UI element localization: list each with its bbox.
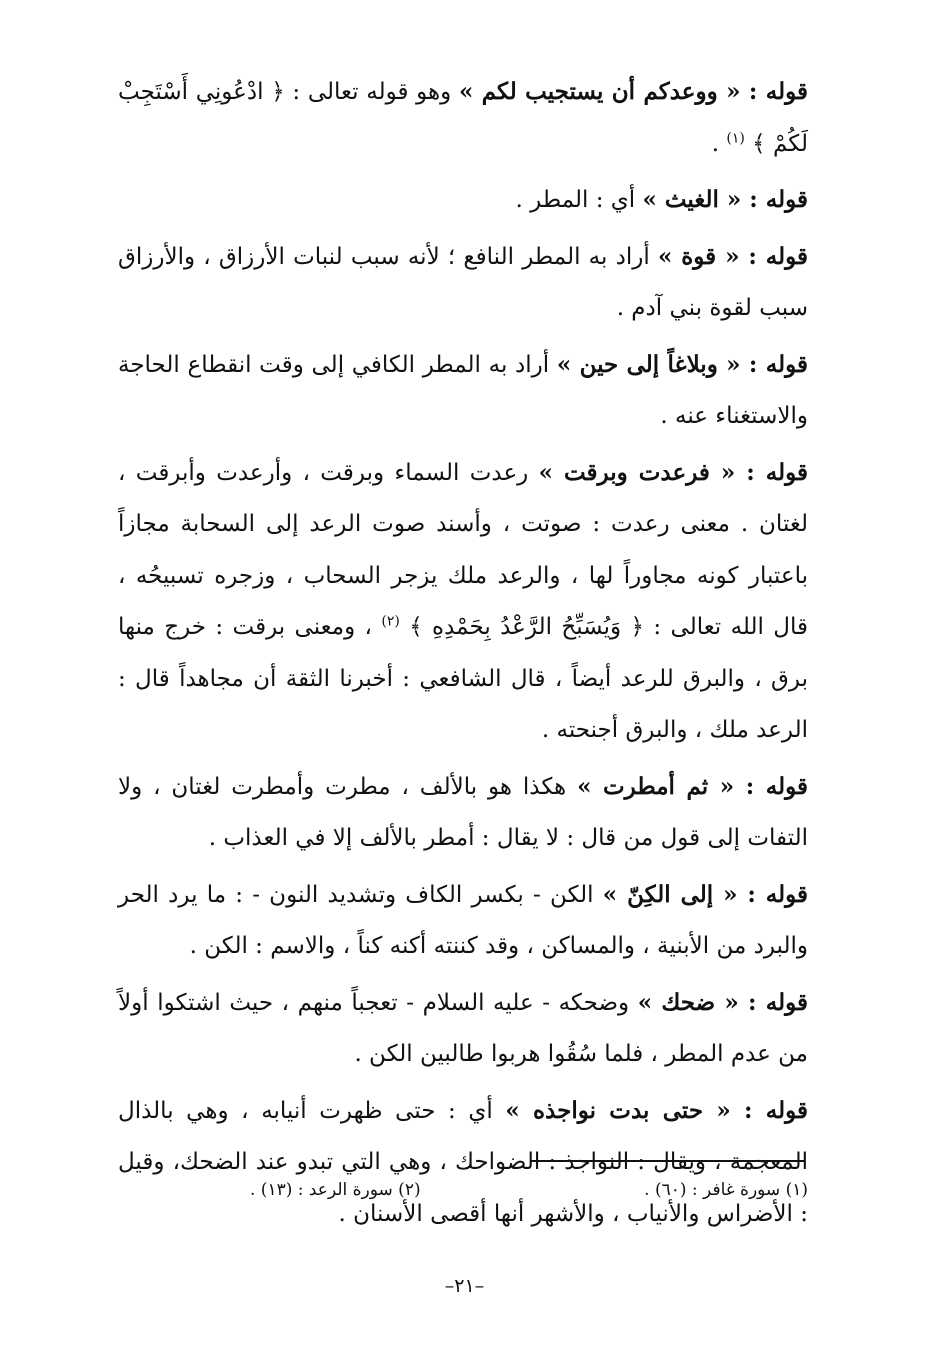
paragraph <box>118 174 808 227</box>
page-number: –٢١– <box>444 1275 485 1297</box>
quoted-term: « إلى الكِنّ » <box>602 880 738 908</box>
paragraph-lead: قوله : <box>741 186 808 213</box>
paragraph-text: رعدت السماء وبرقت ، وأرعدت وأبرقت ، لغتان . معنى رعدت : صوتت ، وأسند صوت الرعد إلى السحابة مجازاً باعتبار كونه مجاوراً لها ، والرعد ملك يزجر السحاب ، وزجره تسبيحُه ، قال الله تعالى : ﴿ وَيُسَبِّحُ الرَّعْدُ بِحَمْدِهِ ﴾ <box>118 459 809 640</box>
paragraph <box>118 869 808 973</box>
paragraph-text: هكذا هو بالألف ، مطرت وأمطرت لغتان ، ولا التفات إلى قول من قال : لا يقال : أمطر بالألف إلا في العذاب . <box>118 773 808 851</box>
paragraph <box>118 447 808 757</box>
quoted-term: « قوة » <box>657 242 740 270</box>
paragraph-lead: قوله : <box>734 772 808 800</box>
quoted-term: « الغيث » <box>642 186 742 213</box>
paragraph-text: أي : حتى ظهرت أنيابه ، وهي بالذال المعجمة ، ويقال : النواجذ : الضواحك ، وهي التي تبدو عند الضحك، وقيل : الأضراس والأنياب ، والأشهر أنها أقصى الأسنان . <box>118 1097 808 1227</box>
paragraph-tail: . <box>711 130 727 157</box>
paragraph-text: وهو قوله تعالى : ﴿ ادْعُونِي أَسْتَجِبْ لَكُمْ ﴾ <box>118 79 808 157</box>
quoted-term: « فرعدت وبرقت » <box>538 458 736 486</box>
footnote-1: (١) سورة غافر : (٦٠) . <box>644 1180 808 1200</box>
quoted-term: « ثم أمطرت » <box>577 772 735 800</box>
quoted-term: « وبلاغاً إلى حين » <box>556 350 741 378</box>
quoted-term: « حتى بدت نواجذه » <box>505 1096 731 1124</box>
paragraph-lead: قوله : <box>738 988 808 1016</box>
paragraph-lead: قوله : <box>739 242 808 270</box>
paragraph-lead: قوله : <box>740 78 808 105</box>
paragraph-text: الكن - بكسر الكاف وتشديد النون - : ما يرد الحر والبرد من الأبنية ، والمساكن ، وقد كننته أكنه كناً ، والاسم : الكن . <box>118 881 808 959</box>
paragraph-lead: قوله : <box>737 880 808 908</box>
footnote-marker: (٢) <box>381 613 400 630</box>
paragraph-lead: قوله : <box>740 350 808 378</box>
document-body <box>118 66 808 1244</box>
quoted-term: « ضحك » <box>637 988 739 1016</box>
paragraph-tail: ، ومعنى برقت : خرج منها برق ، والبرق للرعد أيضاً ، قال الشافعي : أخبرنا الثقة أن مجاهداً قال : الرعد ملك ، والبرق أجنحته . <box>118 614 808 743</box>
paragraph-text: أراد به المطر الكافي إلى وقت انقطاع الحاجة والاستغناء عنه . <box>118 351 808 429</box>
paragraph-text: أي : المطر . <box>515 187 643 213</box>
paragraph <box>118 339 808 443</box>
paragraph-text: وضحكه - عليه السلام - تعجباً منهم ، حيث اشتكوا أولاً من عدم المطر ، فلما سُقُوا هربوا طالبين الكن . <box>118 989 808 1067</box>
paragraph <box>118 977 808 1081</box>
paragraph-lead: قوله : <box>730 1096 808 1124</box>
paragraph-lead: قوله : <box>735 458 808 486</box>
paragraph <box>118 761 808 865</box>
paragraph-text: أراد به المطر النافع ؛ لأنه سبب لنبات الأرزاق ، والأرزاق سبب لقوة بني آدم . <box>118 243 808 321</box>
footnotes <box>250 1180 808 1200</box>
footnote-2: (٢) سورة الرعد : (١٣) . <box>250 1180 421 1200</box>
paragraph <box>118 231 808 335</box>
footnote-marker: (١) <box>726 129 745 146</box>
paragraph <box>118 1085 808 1241</box>
paragraph <box>118 66 808 170</box>
quoted-term: « ووعدكم أن يستجيب لكم » <box>458 78 741 105</box>
footnote-divider <box>530 1160 805 1162</box>
